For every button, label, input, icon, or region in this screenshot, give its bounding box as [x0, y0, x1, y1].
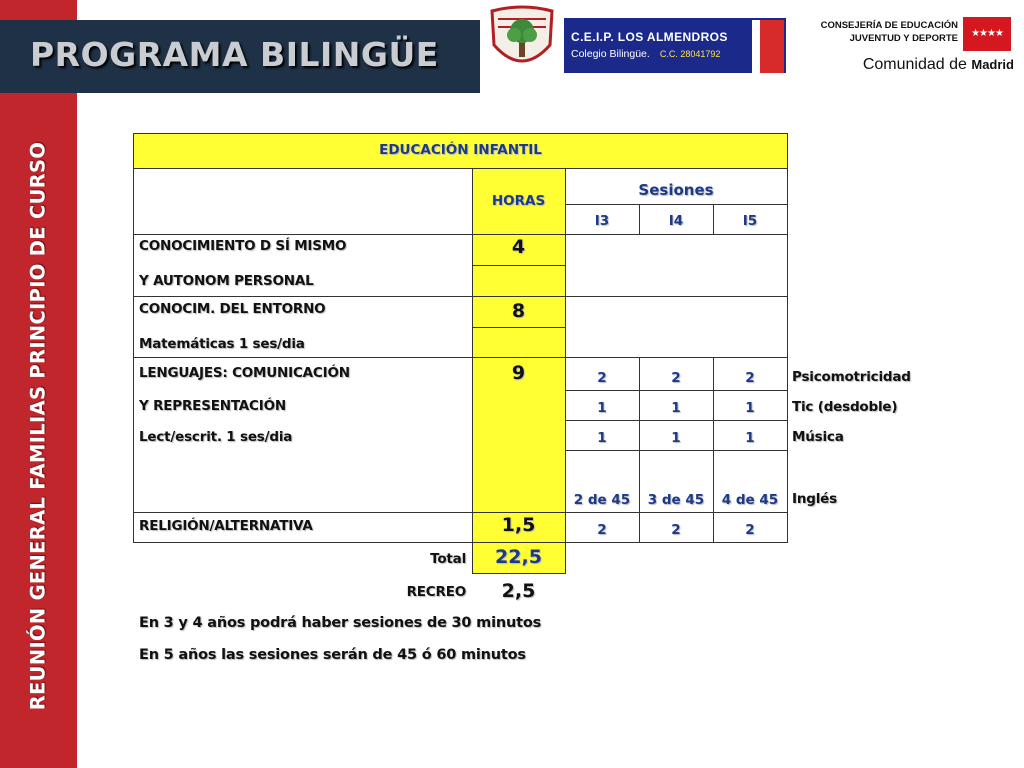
area-label: CONOCIM. DEL ENTORNO: [139, 301, 326, 317]
comunidad-text: Comunidad de: [862, 56, 967, 73]
table-border: [133, 357, 788, 358]
session-value: 2 de 45: [573, 492, 631, 508]
total-value: 22,5: [495, 546, 542, 568]
table-border: [133, 234, 788, 235]
madrid-text: Madrid: [971, 57, 1014, 72]
school-code: C.C. 28041792: [659, 49, 721, 59]
hours-value: 4: [511, 236, 526, 258]
table-border: [713, 204, 714, 234]
area-label: Y AUTONOM PERSONAL: [139, 273, 314, 289]
area-label: CONOCIMIENTO D SÍ MISMO: [139, 238, 347, 254]
subject-label: Psicomotricidad: [792, 369, 911, 385]
area-label: Lect/escrit. 1 ses/dia: [139, 429, 293, 445]
table-border: [565, 204, 788, 205]
consejeria-line1: CONSEJERÍA DE EDUCACIÓN: [820, 20, 958, 31]
session-value: 4 de 45: [721, 492, 779, 508]
table-border: [472, 573, 565, 574]
table-border: [565, 168, 566, 574]
table-border: [639, 204, 640, 234]
school-crest-logo: [486, 5, 558, 75]
note-line: En 5 años las sesiones serán de 45 ó 60 minutos: [139, 647, 526, 663]
note-line: En 3 y 4 años podrá haber sesiones de 30 minutos: [139, 615, 542, 631]
table-border: [133, 542, 788, 543]
session-value: 1: [597, 400, 607, 416]
table-border: [787, 133, 788, 543]
recreo-value: 2,5: [501, 580, 536, 602]
meeting-title-vertical: REUNIÓN GENERAL FAMILIAS PRINCIPIO DE CURSO: [26, 141, 50, 711]
table-border: [133, 296, 788, 297]
level-i3: I3: [594, 213, 610, 229]
total-label: Total: [430, 551, 466, 567]
session-value: 2: [597, 370, 607, 386]
table-border: [133, 133, 788, 134]
horas-header: HORAS: [491, 193, 546, 209]
table-border: [133, 512, 788, 513]
session-value: 1: [745, 400, 755, 416]
subject-label: Tic (desdoble): [792, 399, 898, 415]
table-border: [472, 168, 473, 574]
school-logo-stripe: [760, 20, 784, 73]
hours-value: 8: [511, 300, 526, 322]
table-border: [133, 133, 134, 543]
session-value: 2: [671, 370, 681, 386]
table-border: [639, 357, 640, 543]
table-border: [713, 357, 714, 543]
hours-value: 1,5: [501, 514, 536, 536]
table-title: EDUCACIÓN INFANTIL: [379, 142, 542, 158]
school-subtitle: [571, 48, 720, 60]
hours-value: 9: [511, 362, 526, 384]
school-logo-box: [564, 18, 786, 73]
session-value: 2: [671, 522, 681, 538]
area-label: RELIGIÓN/ALTERNATIVA: [139, 518, 313, 534]
session-value: 1: [597, 430, 607, 446]
session-value: 2: [745, 370, 755, 386]
level-i5: I5: [742, 213, 758, 229]
table-border: [472, 327, 565, 328]
session-value: 1: [671, 400, 681, 416]
session-value: 2: [745, 522, 755, 538]
recreo-label: RECREO: [406, 584, 466, 600]
comunidad-de-madrid: [812, 56, 1014, 74]
table-border: [133, 168, 788, 169]
madrid-flag-icon: ★★★★: [963, 17, 1011, 51]
area-label: Y REPRESENTACIÓN: [139, 398, 286, 414]
sesiones-header: Sesiones: [638, 181, 714, 199]
session-value: 1: [745, 430, 755, 446]
table-border: [565, 390, 788, 391]
page-title: PROGRAMA BILINGÜE: [30, 35, 439, 74]
table-border: [565, 420, 788, 421]
session-value: 2: [597, 522, 607, 538]
session-value: 3 de 45: [647, 492, 705, 508]
area-label: Matemáticas 1 ses/dia: [139, 336, 305, 352]
school-subtitle-text: Colegio Bilingüe.: [571, 48, 650, 60]
level-i4: I4: [668, 213, 684, 229]
school-name: C.E.I.P. LOS ALMENDROS: [571, 30, 728, 44]
area-label: LENGUAJES: COMUNICACIÓN: [139, 365, 350, 381]
table-border: [472, 265, 565, 266]
consejeria-line2: JUVENTUD Y DEPORTE: [849, 33, 958, 44]
session-value: 1: [671, 430, 681, 446]
school-logo-stripe: [752, 20, 760, 73]
subject-label: Música: [792, 429, 844, 445]
table-border: [565, 450, 788, 451]
subject-label: Inglés: [792, 491, 837, 507]
